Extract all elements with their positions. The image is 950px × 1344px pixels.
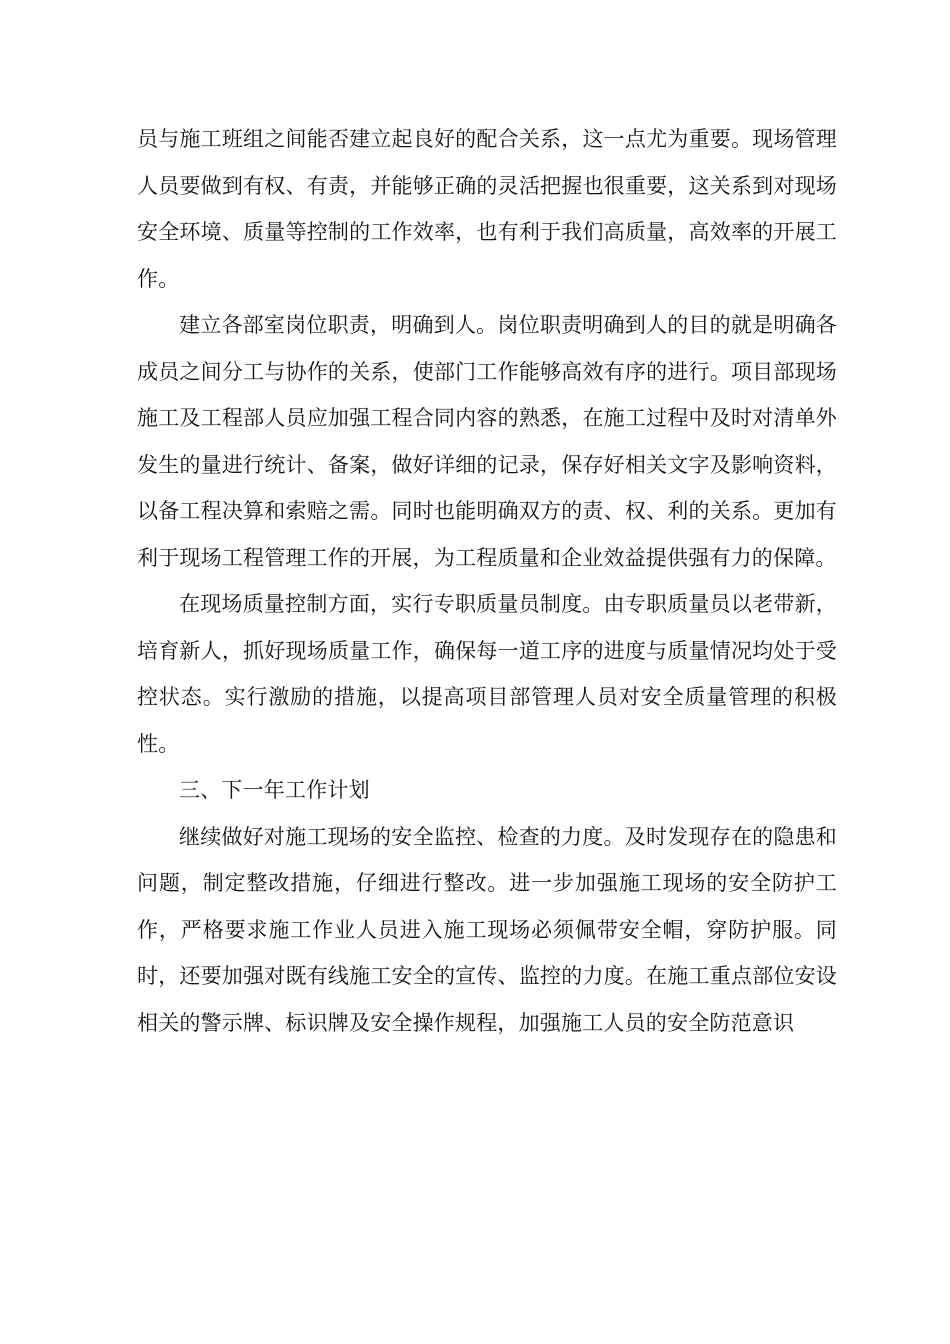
document-body — [137, 116, 837, 1046]
section-heading: 三、下一年工作计划 — [179, 778, 370, 802]
paragraph-2: 建立各部室岗位职责，明确到人。岗位职责明确到人的目的就是明确各成员之间分工与协作的关系，使部门工作能够高效有序的进行。项目部现场施工及工程部人员应加强工程合同内容的熟悉，在施工过程中及时对清单外发生的量进行统计、备案，做好详细的记录，保存好相关文字及影响资料，以备工程决算和索赔之需。同时也能明确双方的责、权、利的关系。更加有利于现场工程管理工作的开展，为工程质量和企业效益提供强有力的保障。 — [137, 313, 837, 570]
paragraph-3: 在现场质量控制方面，实行专职质量员制度。由专职质量员以老带新，培育新人，抓好现场质量工作，确保每一道工序的进度与质量情况均处于受控状态。实行激励的措施，以提高项目部管理人员对安全质量管理的积极性。 — [137, 592, 837, 756]
paragraph-1: 员与施工班组之间能否建立起良好的配合关系，这一点尤为重要。现场管理人员要做到有权、有责，并能够正确的灵活把握也很重要，这关系到对现场安全环境、质量等控制的工作效率，也有利于我们高质量，高效率的开展工作。 — [137, 127, 837, 291]
paragraph-4: 继续做好对施工现场的安全监控、检查的力度。及时发现存在的隐患和问题，制定整改措施，仔细进行整改。进一步加强施工现场的安全防护工作，严格要求施工作业人员进入施工现场必须佩带安全帽，穿防护服。同时，还要加强对既有线施工安全的宣传、监控的力度。在施工重点部位安设相关的警示牌、标识牌及安全操作规程，加强施工人员的安全防范意识 — [137, 824, 837, 1035]
